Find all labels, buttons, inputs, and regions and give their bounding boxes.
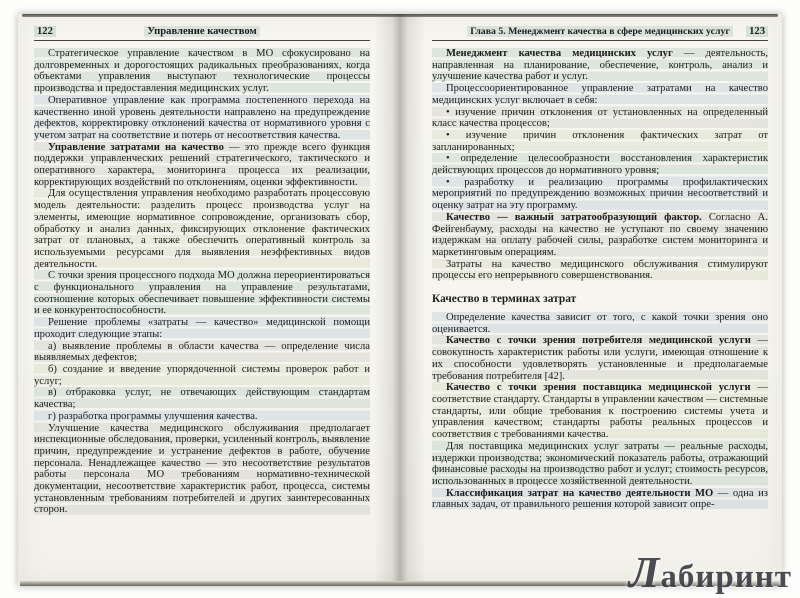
list-item: в) отбраковка услуг, не отвечающих действующим стандартам качества;: [34, 387, 370, 411]
left-header-rule: [34, 40, 370, 41]
paragraph: Качество — важный затратообразующий фактор. Согласно А. Фейгенбауму, расходы на качество не уступают по своему значению издержкам на оплату рабочей силы, разработке систем мониторинга и маркетинговым операциям.: [432, 211, 768, 258]
paragraph: Затраты на качество медицинского обслуживания стимулируют процессы его непрерывного совершенствования.: [432, 258, 768, 282]
bullet-item: • изучение причин отклонения фактических затрат от запланированных;: [432, 129, 768, 153]
left-page-number-text: 122: [34, 26, 56, 37]
paragraph: Процессоориентированное управление затратами на качество медицинских услуг включает в себя:: [432, 83, 768, 106]
right-header-rule: [432, 40, 768, 41]
left-page-header: [34, 26, 370, 37]
right-page: [400, 17, 782, 581]
right-page-number: [744, 26, 768, 37]
paragraph: Решение проблемы «затраты — качество» медицинской помощи проходит следующие этапы:: [34, 317, 370, 340]
bullet-item: • разработку и реализацию программы профилактических мероприятий по предупреждению возможных причин несоответствий и оценку затрат на эту программу.: [432, 176, 768, 212]
book: [18, 14, 782, 586]
bullet-item: • изучение причин отклонения от установленных на определенный класс качества процессов;: [432, 106, 768, 130]
left-page: [18, 17, 400, 581]
left-page-body: [34, 48, 370, 516]
right-page-header: [432, 26, 768, 37]
right-running-head-text: Глава 5. Менеджмент качества в сфере медицинских услуг: [467, 26, 733, 37]
list-item: б) создание и введение упорядоченной системы проверок работ и услуг;: [34, 363, 370, 387]
paragraph: Для поставщика медицинских услуг затраты — реальные расходы, издержки производства; экономический показатель работы, отражающий финансовые расходы на производство работ и услуг; стоимость ресурсов, использованных в процессе хозяйственной деятельности.: [432, 440, 768, 487]
left-running-head-text: Управление качеством: [144, 26, 259, 37]
labirint-watermark: Лабиринт: [628, 547, 792, 597]
bullet-item: • определение целесообразности восстановления характеристик действующих процессов до нормативного уровня;: [432, 153, 768, 177]
paragraph-lead: Классификация затрат на качество деятельности МО: [446, 487, 714, 499]
paragraph-lead: Качество — важный затратообразующий фактор.: [446, 211, 702, 223]
right-page-number-text: 123: [746, 26, 768, 37]
left-page-number: [34, 26, 58, 37]
left-running-head: [58, 26, 346, 37]
paragraph: Качество с точки зрения поставщика медицинской услуги — соответствие стандарту. Стандарты в управлении качеством — системные стандарты, или общие требования к построению системы учета и управления качеством; стандарты работы реальных процессов и соответствия с требованиями качества.: [432, 382, 768, 441]
list-item: г) разработка программы улучшения качества.: [34, 411, 370, 423]
paragraph-lead: Менеджмент качества медицинских услуг: [446, 48, 673, 59]
paragraph: Стратегическое управление качеством в МО сфокусировано на долговременных и дорогостоящих радикальных преобразованиях, когда объектами управления выступают технологические процессы производства и предоставления медицинских услуг.: [34, 48, 370, 95]
paragraph: Улучшение качества медицинского обслуживания предполагает инспекционные обследования, проверки, усиленный контроль, выявление причин, предупреждение и устранение дефектов в работе, обучение персонала. Ненадлежащее качество — это несоответствие результатов работы персонала МО требованиям нормативно-технической документации, несоответствие характеристик работ, процесса, системы установленным требованиям потребителей и других заинтересованных сторон.: [34, 422, 370, 516]
right-running-head: [456, 26, 744, 37]
paragraph: Управление затратами на качество — это прежде всего функция поддержки управленческих решений стратегического, тактического и оперативного характера, мониторинга процесса их реализации, корректирующих воздействий по отклонениям, оценки эффективности.: [34, 141, 370, 188]
section-heading: Качество в терминах затрат: [432, 293, 577, 306]
paragraph: Для осуществления управления необходимо разработать процессовую модель деятельности: разделить процесс производства услуг на элементы, имеющие нормативное сопровождение, организовать сбор, обработку и анализ данных, фиксирующих отклонение фактических затрат от плановых, а также обеспечить оперативный контроль за используемыми ресурсами для выявления неэффективных видов деятельности.: [34, 188, 370, 270]
right-page-body: [432, 48, 768, 511]
paragraph: Менеджмент качества медицинских услуг — деятельность, направленная на планирование, обеспечение, контроль, анализ и улучшение качества работ и услуг.: [432, 48, 768, 83]
paragraph: С точки зрения процессного подхода МО должна переориентироваться с функционального управления на управление результатами, соотношение которых обеспечивает повышение эффективности системы и ее конкурентоспособности.: [34, 270, 370, 317]
list-item: а) выявление проблемы в области качества — определение числа выявляемых дефектов;: [34, 340, 370, 364]
paragraph: Оперативное управление как программа постепенного перехода на качественно иной уровень деятельности направлено на предупреждение дефектов, корректировку отклонений качества от нормативного уровня с учетом затрат на соответствие и потерь от несоответствия качества.: [34, 94, 370, 141]
paragraph-lead: Управление затратами на качество: [48, 141, 224, 153]
paragraph: Классификация затрат на качество деятельности МО — одна из главных задач, от правильного решения которой зависит опре-: [432, 487, 768, 511]
paragraph-lead: Качество с точки зрения поставщика медицинской услуги: [446, 382, 751, 394]
paragraph-lead: Качество с точки зрения потребителя медицинской услуги: [446, 335, 751, 347]
paragraph: Определение качества зависит от того, с какой точки зрения оно оценивается.: [432, 312, 768, 335]
paragraph: Качество с точки зрения потребителя медицинской услуги — совокупность характеристик работы или услуги, имеющая отношение к их способности удовлетворять установленные и предполагаемые требования потребителя [42].: [432, 335, 769, 382]
